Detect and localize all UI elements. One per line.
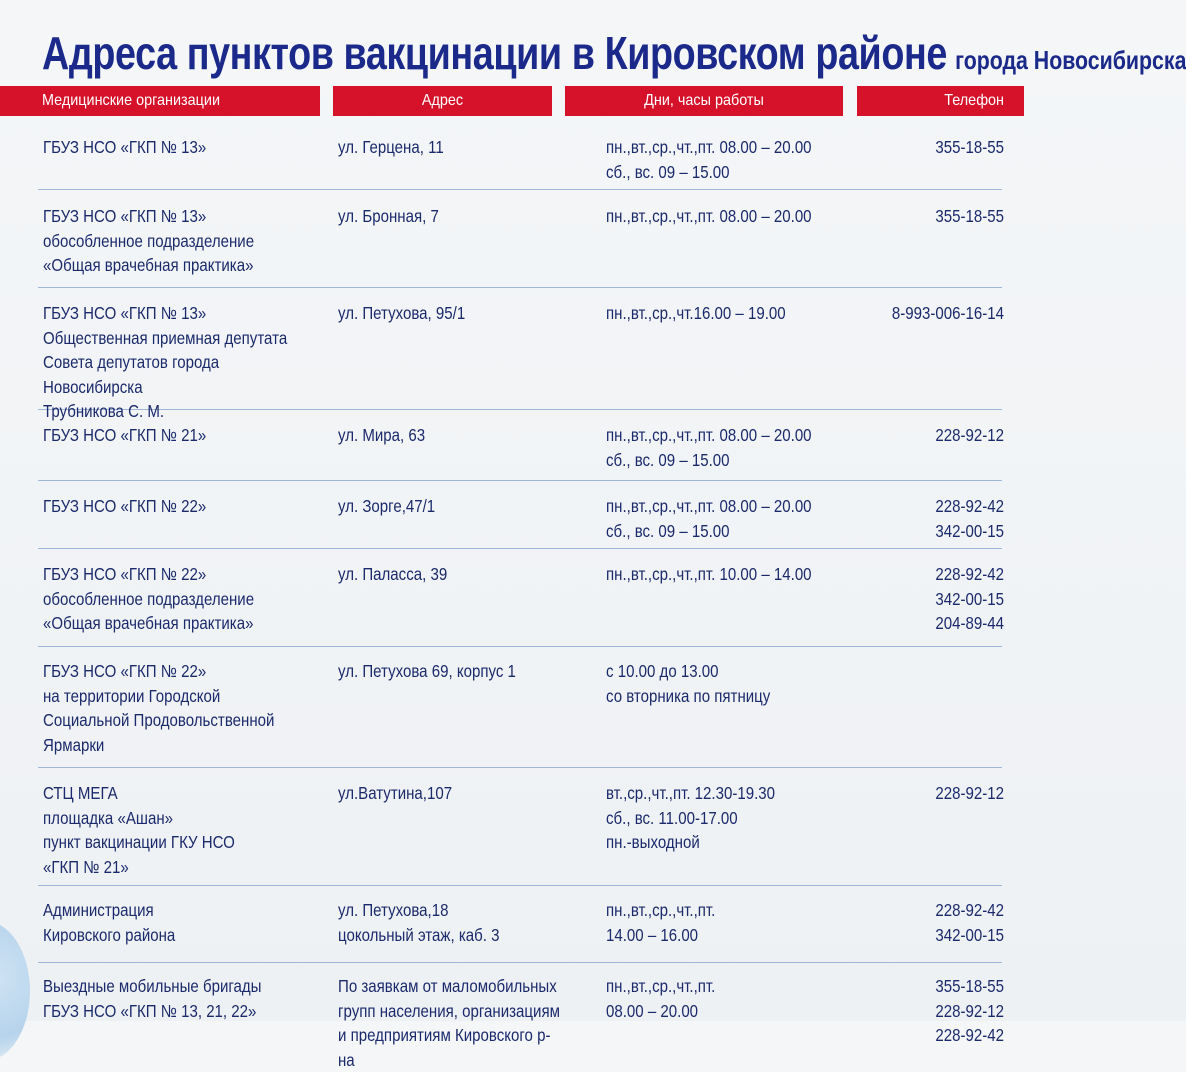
column-header-phone: Телефон: [857, 86, 1024, 116]
cell-hours: пн.,вт.,ср.,чт.16.00 – 19.00: [606, 303, 786, 323]
table-row: [38, 410, 1002, 481]
cell-phone: 355-18-55 228-92-12 228-92-42: [935, 976, 1004, 1045]
cell-phone: 8-993-006-16-14: [891, 303, 1004, 323]
cell-org: ГБУЗ НСО «ГКП № 21»: [43, 425, 207, 445]
table-row: [38, 963, 1004, 1070]
cell-address: ул. Паласса, 39: [338, 564, 448, 584]
cell-address: ул. Петухова, 95/1: [338, 303, 466, 323]
cell-address: ул.Ватутина,107: [338, 783, 453, 803]
cell-address: ул. Зорге,47/1: [338, 496, 436, 516]
cell-org: ГБУЗ НСО «ГКП № 22» на территории Городской Социальной Продовольственной Ярмарки: [43, 661, 275, 755]
table-row: [38, 481, 1002, 549]
cell-phone: 228-92-12: [935, 425, 1004, 445]
cell-hours: пн.,вт.,ср.,чт.,пт. 08.00 – 20.00 сб., вс. 09 – 15.00: [606, 496, 812, 541]
cell-hours: пн.,вт.,ср.,чт.,пт. 08.00 – 20.00: [606, 976, 716, 1021]
cell-address: ул. Бронная, 7: [338, 206, 439, 226]
table-row: [38, 549, 1002, 647]
vaccination-table: [0, 116, 1024, 1070]
table-row: [38, 288, 1004, 421]
cell-org: ГБУЗ НСО «ГКП № 22»: [43, 496, 207, 516]
cell-address: ул. Петухова,18 цокольный этаж, каб. 3: [338, 900, 500, 945]
cell-phone: 228-92-12: [935, 783, 1004, 803]
cell-address: ул. Мира, 63: [338, 425, 426, 445]
cell-org: СТЦ МЕГА площадка «Ашан» пункт вакцинации ГКУ НСО «ГКП № 21»: [43, 783, 235, 877]
table-row: [38, 647, 1002, 768]
page-title: [42, 26, 1186, 80]
cell-address: ул. Петухова 69, корпус 1: [338, 661, 516, 681]
title-sub: города Новосибирска: [955, 45, 1186, 75]
cell-hours: пн.,вт.,ср.,чт.,пт. 10.00 – 14.00: [606, 564, 812, 584]
cell-org: ГБУЗ НСО «ГКП № 22» обособленное подразделение «Общая врачебная практика»: [43, 564, 255, 633]
column-header-hours: Дни, часы работы: [565, 86, 843, 116]
column-header-address: Адрес: [333, 86, 552, 116]
cell-address: По заявкам от маломобильных групп населения, организациям и предприятиям Кировского р-на: [338, 976, 560, 1070]
cell-hours: пн.,вт.,ср.,чт.,пт. 08.00 – 20.00 сб., вс. 09 – 15.00: [606, 425, 812, 470]
cell-hours: вт.,ср.,чт.,пт. 12.30-19.30 сб., вс. 11.00-17.00 пн.-выходной: [606, 783, 776, 852]
cell-org: Администрация Кировского района: [43, 900, 176, 945]
cell-address: ул. Герцена, 11: [338, 137, 444, 157]
cell-hours: с 10.00 до 13.00 со вторника по пятницу: [606, 661, 771, 706]
cell-org: ГБУЗ НСО «ГКП № 13»: [43, 137, 207, 157]
title-main: Адреса пунктов вакцинации в Кировском районе: [42, 27, 947, 79]
cell-hours: пн.,вт.,ср.,чт.,пт. 08.00 – 20.00: [606, 206, 812, 226]
cell-hours: пн.,вт.,ср.,чт.,пт. 14.00 – 16.00: [606, 900, 716, 945]
column-header-org: Медицинские организации: [0, 86, 320, 116]
cell-phone: 355-18-55: [935, 206, 1004, 226]
table-row: [38, 886, 1002, 963]
cell-phone: 228-92-42 342-00-15: [935, 900, 1004, 945]
cell-phone: 355-18-55: [935, 137, 1004, 157]
cell-phone: 228-92-42 342-00-15: [935, 496, 1004, 541]
cell-org: Выездные мобильные бригады ГБУЗ НСО «ГКП № 13, 21, 22»: [43, 976, 262, 1021]
cell-org: ГБУЗ НСО «ГКП № 13» обособленное подразделение «Общая врачебная практика»: [43, 206, 255, 275]
cell-phone: 228-92-42 342-00-15 204-89-44: [935, 564, 1004, 633]
table-row: [38, 116, 1002, 190]
cell-hours: пн.,вт.,ср.,чт.,пт. 08.00 – 20.00 сб., вс. 09 – 15.00: [606, 137, 812, 182]
table-row: [38, 768, 1002, 886]
table-row: [38, 190, 1002, 288]
cell-org: ГБУЗ НСО «ГКП № 13» Общественная приемная депутата Совета депутатов города Новосибирска Трубникова С. М.: [43, 303, 288, 421]
